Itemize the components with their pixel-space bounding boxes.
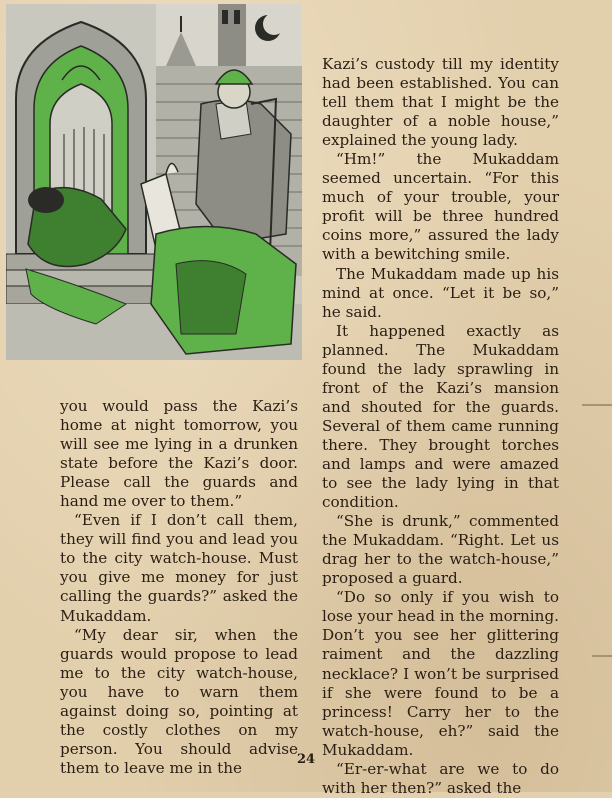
paragraph: “Hm!” the Mukaddam seemed uncertain. “For this much of your trouble, your profit will be three hundred coins more,” assured the lady with a bewitching smile. bbox=[322, 150, 559, 264]
paragraph: “Do so only if you wish to lose your head in the morning. Don’t you see her glittering raiment and the dazzling necklace? I won’t be surprised if she were found to be a princess! Carry her to the watch-house, eh?” said the Mukaddam. bbox=[322, 588, 559, 759]
paragraph: It happened exactly as planned. The Mukaddam found the lady sprawling in front of the Kazi’s mansion and shouted for the guards. Several of them came running there. They brought torches and lamps and were amazed to see the lady lying in that condition. bbox=[322, 321, 559, 512]
left-text-column bbox=[60, 397, 298, 778]
paragraph: “My dear sir, when the guards would propose to lead me to the city watch-house, you have to warn them against doing so, pointing at the costly clothes on my person. You should advise them to leave me in the bbox=[60, 625, 298, 777]
paragraph: you would pass the Kazi’s home at night tomorrow, you will see me lying in a drunken state before the Kazi’s door. Please call the guards and hand me over to them.” bbox=[60, 397, 298, 511]
edge-mark bbox=[582, 404, 612, 406]
right-text-column bbox=[322, 55, 559, 798]
edge-mark bbox=[592, 655, 612, 657]
paragraph: The Mukaddam made up his mind at once. “Let it be so,” he said. bbox=[322, 264, 559, 321]
paragraph: Kazi’s custody till my identity had been established. You can tell them that I might be the daughter of a noble house,” explained the young lady. bbox=[322, 55, 559, 150]
paragraph: “She is drunk,” commented the Mukaddam. “Right. Let us drag her to the watch-house,” proposed a guard. bbox=[322, 512, 559, 588]
lady-hair bbox=[28, 187, 64, 213]
paragraph: “Even if I don’t call them, they will find you and lead you to the city watch-house. Must you give me money for just calling the guards?” asked the Mukaddam. bbox=[60, 511, 298, 625]
page-number: 24 bbox=[296, 752, 316, 767]
story-illustration bbox=[6, 4, 302, 360]
paragraph: “Er-er-what are we to do with her then?” asked the bbox=[322, 759, 559, 797]
illustration-drawing bbox=[6, 4, 302, 360]
